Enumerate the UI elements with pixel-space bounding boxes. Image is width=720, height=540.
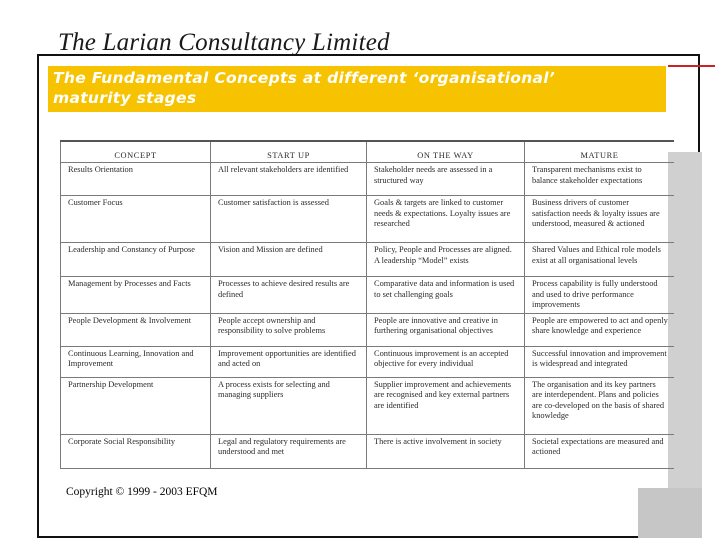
cell-on-the-way: Supplier improvement and achievements are recognised and key external partners are identified	[367, 377, 525, 434]
cell-mature: The organisation and its key partners are interdependent. Plans and policies are co-developed on the basis of shared knowledge	[525, 377, 675, 434]
cell-mature: Transparent mechanisms exist to balance stakeholder expectations	[525, 163, 675, 196]
cell-start-up: Legal and regulatory requirements are understood and met	[211, 434, 367, 468]
cell-mature: Process capability is fully understood and used to drive performance improvements	[525, 277, 675, 314]
cell-on-the-way: Stakeholder needs are assessed in a structured way	[367, 163, 525, 196]
col-header-mature: MATURE	[525, 141, 675, 163]
cell-on-the-way: People are innovative and creative in furthering organisational objectives	[367, 313, 525, 346]
cell-mature: Successful innovation and improvement is widespread and integrated	[525, 346, 675, 377]
cell-concept: Customer Focus	[61, 196, 211, 243]
banner	[48, 66, 666, 112]
col-header-start-up: START UP	[211, 141, 367, 163]
banner-line-2: maturity stages	[53, 89, 197, 107]
cell-start-up: Improvement opportunities are identified and acted on	[211, 346, 367, 377]
cell-mature: Shared Values and Ethical role models exist at all organisational levels	[525, 243, 675, 277]
table-row	[61, 346, 675, 377]
cell-mature: Business drivers of customer satisfaction needs & loyalty issues are understood, measured & actioned	[525, 196, 675, 243]
cell-concept: Management by Processes and Facts	[61, 277, 211, 314]
concepts-table-container	[60, 140, 674, 480]
table-row	[61, 196, 675, 243]
cell-on-the-way: Goals & targets are linked to customer needs & expectations. Loyalty issues are researched	[367, 196, 525, 243]
table-row	[61, 313, 675, 346]
banner-line-1: The Fundamental Concepts at different ‘organisational’	[53, 69, 556, 87]
cell-start-up: Customer satisfaction is assessed	[211, 196, 367, 243]
col-header-on-the-way: ON THE WAY	[367, 141, 525, 163]
table-row	[61, 243, 675, 277]
corner-block	[638, 488, 702, 538]
cell-start-up: Processes to achieve desired results are defined	[211, 277, 367, 314]
cell-concept: People Development & Involvement	[61, 313, 211, 346]
cell-start-up: All relevant stakeholders are identified	[211, 163, 367, 196]
cell-mature: Societal expectations are measured and actioned	[525, 434, 675, 468]
concepts-table	[60, 140, 674, 469]
cell-concept: Corporate Social Responsibility	[61, 434, 211, 468]
cell-on-the-way: Continuous improvement is an accepted objective for every individual	[367, 346, 525, 377]
cell-concept: Leadership and Constancy of Purpose	[61, 243, 211, 277]
cell-on-the-way: Policy, People and Processes are aligned. A leadership “Model” exists	[367, 243, 525, 277]
cell-concept: Continuous Learning, Innovation and Improvement	[61, 346, 211, 377]
cell-start-up: A process exists for selecting and managing suppliers	[211, 377, 367, 434]
table-row	[61, 277, 675, 314]
copyright-notice: Copyright © 1999 - 2003 EFQM	[66, 486, 218, 498]
banner-heading	[53, 68, 555, 108]
table-header-row	[61, 141, 675, 163]
cell-concept: Partnership Development	[61, 377, 211, 434]
table-row	[61, 434, 675, 468]
page-title: The Larian Consultancy Limited	[58, 29, 390, 56]
cell-concept: Results Orientation	[61, 163, 211, 196]
table-row	[61, 163, 675, 196]
cell-on-the-way: There is active involvement in society	[367, 434, 525, 468]
cell-start-up: Vision and Mission are defined	[211, 243, 367, 277]
cell-mature: People are empowered to act and openly share knowledge and experience	[525, 313, 675, 346]
col-header-concept: CONCEPT	[61, 141, 211, 163]
cell-start-up: People accept ownership and responsibility to solve problems	[211, 313, 367, 346]
cell-on-the-way: Comparative data and information is used to set challenging goals	[367, 277, 525, 314]
table-row	[61, 377, 675, 434]
